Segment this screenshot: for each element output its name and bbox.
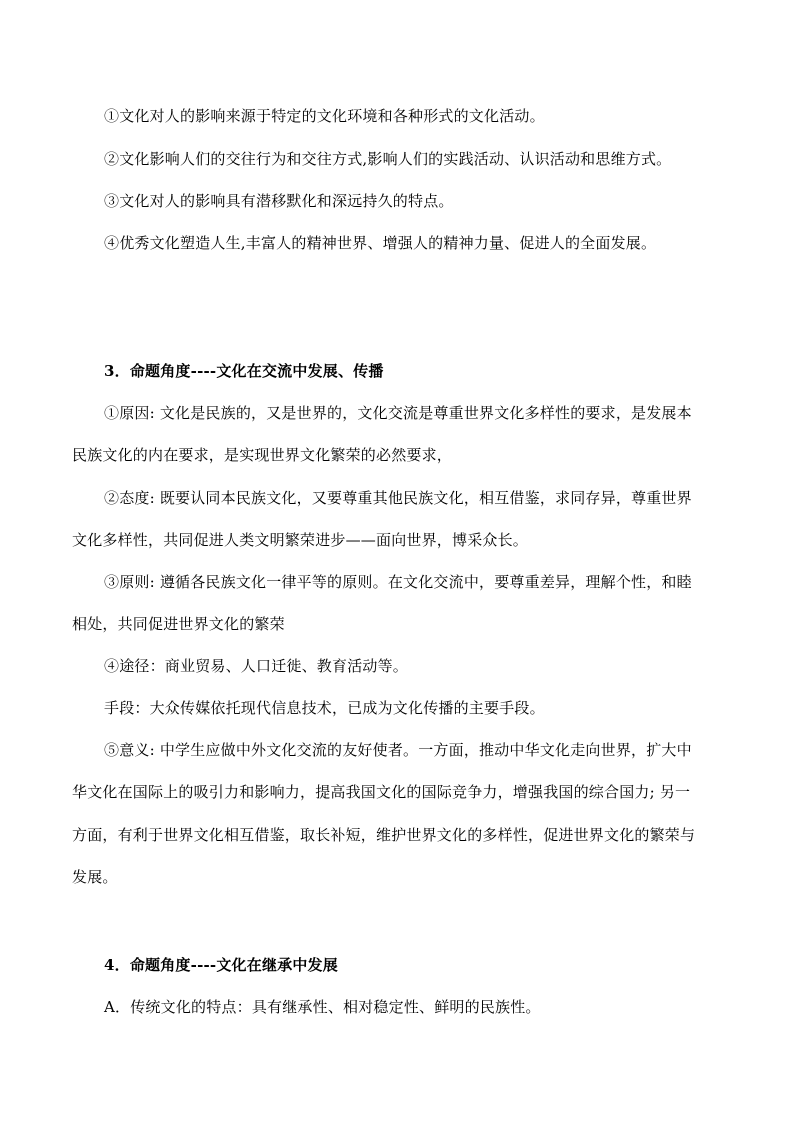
paragraph-item-2: ②文化影响人们的交往行为和交往方式,影响人们的实践活动、认识活动和思维方式。 <box>104 150 672 168</box>
paragraph-item-1: ①文化对人的影响来源于特定的文化环境和各种形式的文化活动。 <box>104 107 545 125</box>
section-3-heading: 3．命题角度----文化在交流中发展、传播 <box>104 362 384 380</box>
paragraph-item-4: ④优秀文化塑造人生,丰富人的精神世界、增强人的精神力量、促进人的全面发展。 <box>104 234 657 252</box>
section-4-line: A．传统文化的特点：具有继承性、相对稳定性、鲜明的民族性。 <box>104 998 541 1016</box>
section-3-line: 手段：大众传媒依托现代信息技术，已成为文化传播的主要手段。 <box>104 699 545 717</box>
section-3-line: 方面，有利于世界文化相互借鉴，取长补短，维护世界文化的多样性，促进世界文化的繁荣与 <box>72 826 696 844</box>
section-4-heading: 4．命题角度----文化在继承中发展 <box>104 956 338 974</box>
section-3-line: ③原则: 遵循各民族文化一律平等的原则。在文化交流中，要尊重差异，理解个性，和睦 <box>104 573 692 591</box>
section-3-line: 民族文化的内在要求，是实现世界文化繁荣的必然要求， <box>72 446 453 464</box>
section-3-line: 文化多样性，共同促进人类文明繁荣进步——面向世界，博采众长。 <box>72 531 529 549</box>
section-3-line: ①原因: 文化是民族的，又是世界的，文化交流是尊重世界文化多样性的要求，是发展本 <box>104 404 692 422</box>
section-3-line: 发展。 <box>72 868 118 886</box>
section-3-line: ④途径：商业贸易、人口迁徙、教育活动等。 <box>104 657 409 675</box>
section-3-line: ⑤意义: 中学生应做中外文化交流的友好使者。一方面，推动中华文化走向世界，扩大中 <box>104 741 692 759</box>
section-3-line: ②态度: 既要认同本民族文化，又要尊重其他民族文化，相互借鉴，求同存异，尊重世界 <box>104 489 692 507</box>
paragraph-item-3: ③文化对人的影响具有潜移默化和深远持久的特点。 <box>104 192 454 210</box>
section-3-line: 相处，共同促进世界文化的繁荣 <box>72 615 285 633</box>
section-3-line: 华文化在国际上的吸引力和影响力，提高我国文化的国际竞争力，增强我国的综合国力; 另一 <box>72 783 691 801</box>
